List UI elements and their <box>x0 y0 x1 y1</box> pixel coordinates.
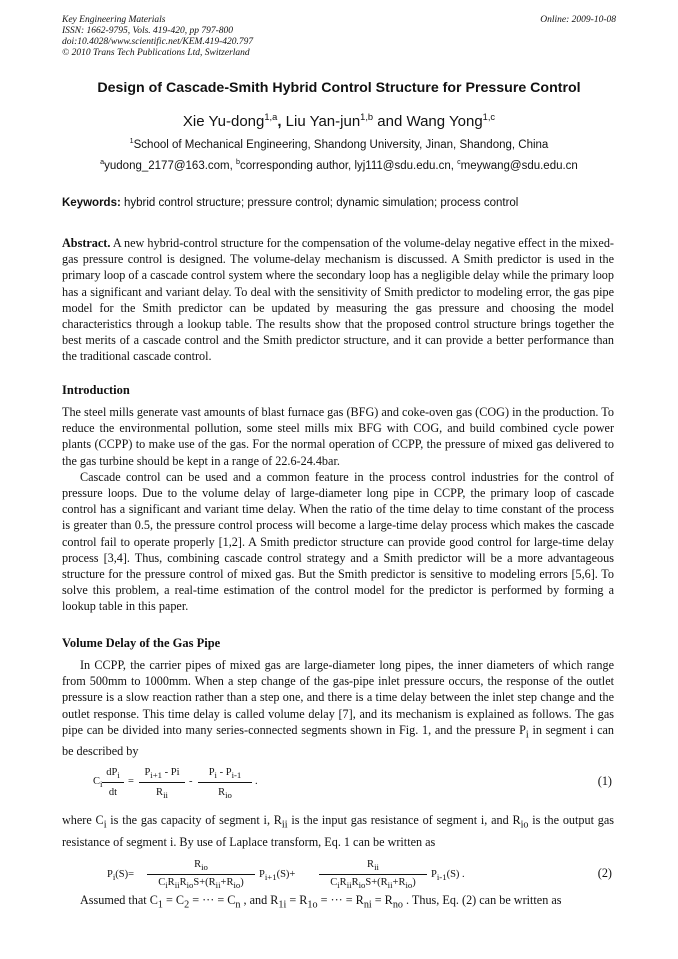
volume-delay-body <box>62 657 614 760</box>
section-heading-introduction: Introduction <box>62 383 130 397</box>
email-text: yudong_2177@163.com, <box>104 160 237 172</box>
introduction-body <box>62 404 614 615</box>
equation-number: (1) <box>597 774 612 788</box>
fraction-bar <box>319 874 427 875</box>
eq2-num2: $R_{ii}$ <box>367 859 379 873</box>
email-sup: b <box>236 158 240 167</box>
affiliation-text: School of Mechanical Engineering, Shandong University, Jinan, Shandong, China <box>133 139 549 151</box>
eq1-equals: = <box>128 776 134 787</box>
paragraph-text: in segment i can be described by <box>62 722 614 759</box>
issn: ISSN: 1662-9795, Vols. 419-420, pp 797-800 <box>62 26 233 36</box>
author-and: and <box>373 113 407 130</box>
keywords-text: hybrid control structure; pressure control; dynamic simulation; process control <box>120 197 519 209</box>
doi: doi:10.4028/www.scientific.net/KEM.419-420.797 <box>62 37 254 47</box>
equation-number: (2) <box>597 866 612 880</box>
eq1-period: . <box>255 776 258 787</box>
subscript: i <box>525 729 529 741</box>
author-name: Xie Yu-dong <box>182 113 265 130</box>
email-text: meywang@sdu.edu.cn <box>460 160 578 172</box>
email-sup: c <box>457 158 461 167</box>
paragraph: Cascade control can be used and a common feature in the process control industries for the control of pressure loops. Due to the volume delay of large-diameter long pipe in CCPP, the primary loop of cascade control has a significant and variant time delay. When the ratio of the time delay to time constant of the process is greater than 0.5, the pressure control process will become a large-time delay process which makes the cascade control fail to operate properly [1,2]. A Smith predictor structure can provide good control for large-time delay process [3,4]. Thus, combining cascade control strategy and a Smith predictor will be a more advantageous structure for the pressure control of mixed gas. But the Smith predictor is sensitive to modeling errors [5,6]. To solve this problem, a real-time estimation of the control model for the predictor is performed by forming a lookup table in this paper. <box>62 469 614 614</box>
paragraph: The steel mills generate vast amounts of blast furnace gas (BFG) and coke-oven gas (COG) in the production. To reduce the environmental pollution, some steel mills mix BFG with COG, and build combined cycle power plants (CCPP) to make use of the gas. For the normal operation of CCPP, the pressure of mixed gas delivered to the gas turbine should be kept in a range of 22.6-24.4bar. <box>62 405 614 468</box>
eq2-den1: $C_iR_{ii}R_{io}S+(R_{ii}+R_{io})$ <box>158 877 244 891</box>
eq1-num3: $P_i - P_{i-1}$ <box>208 767 242 781</box>
paragraph: where $C_i$ is the gas capacity of segment i, $R_{ii}$ is the input gas resistance of segment i, and $R_{io}$ is the output gas resistance of segment i. By use of Laplace transform, Eq. 1 can be written as <box>62 813 615 849</box>
eq1-lhs: $C_i$ <box>93 776 103 790</box>
author-separator: , <box>277 113 286 130</box>
section-heading-volume-delay: Volume Delay of the Gas Pipe <box>62 636 221 650</box>
affiliation <box>0 139 678 151</box>
paragraph-text: In CCPP, the carrier pipes of mixed gas are large-diameter long pipes, the inner diameters of which range from 500mm to 1000mm. When a step change of the gas-pipe inlet pressure occurs, the response of the outlet pressure is a slow reaction rather than a step one, and there is a time delay between the inlet step change and the outlet response. This time delay is called volume delay [7], and its mechanism is explained as follows. The gas pipe can be divided into many series-connected segments shown in Fig. 1, and the pressure P <box>62 658 614 737</box>
fraction-bar <box>139 782 185 783</box>
email-sup: a <box>100 158 105 167</box>
author-name: Liu Yan-jun <box>285 113 361 130</box>
author-sup: 1,c <box>482 112 496 122</box>
eq1-den2: $R_{ii}$ <box>156 787 168 801</box>
eq2-end: $P_{i-1}(S)$ . <box>431 869 465 883</box>
eq2-den2: $C_iR_{ii}R_{io}S+(R_{ii}+R_{io})$ <box>330 877 416 891</box>
paper-title: Design of Cascade-Smith Hybrid Control Structure for Pressure Control <box>97 80 581 96</box>
author-sup: 1,a <box>264 112 278 122</box>
author-list <box>0 113 678 130</box>
fraction-bar <box>102 782 124 783</box>
eq2-num1: $R_{io}$ <box>194 859 208 873</box>
author-name: Wang Yong <box>406 113 483 130</box>
email-text: corresponding author, lyj111@sdu.edu.cn, <box>240 160 458 172</box>
abstract-text: A new hybrid-control structure for the compensation of the volume-delay negative effect in the mixed-gas pressure control is designed. The volume-delay mechanism is discussed. A Smith predictor is used in the primary loop of a cascade control system where the secondary loop has a negligible delay while the primary loop has a significant and variant delay. To deal with the sensitivity of Smith predictor to modeling error, the gas pipe model for the Smith predictor can be updated by measuring the gas pressure and choosing the model characteristics through a lookup table. The results show that the proposed control structure brings together the best merits of a cascade control and the Smith predictor structure, and it can provide a better performance than the traditional cascade control. <box>62 236 614 364</box>
eq1-minus: - <box>189 776 193 787</box>
author-sup: 1,b <box>360 112 374 122</box>
journal-name: Key Engineering Materials <box>62 15 166 25</box>
eq2-middle: $P_{i+1}(S)+$ <box>259 869 296 883</box>
eq2-lhs: $P_i(S)=$ <box>107 869 135 883</box>
paragraph: Assumed that $C_1 = C_2$ = ··· = $C_n$ , and $R_{1i} = R_{1o}$ = ··· = $R_{ni} = R_{no}$ . Thus, Eq. (2) can be written as <box>80 893 562 911</box>
keywords-label: Keywords: <box>62 197 121 209</box>
eq1-den3: $R_{io}$ <box>218 787 232 801</box>
copyright: © 2010 Trans Tech Publications Ltd, Switzerland <box>62 48 250 58</box>
abstract <box>62 235 614 365</box>
abstract-label: Abstract. <box>62 236 111 250</box>
paragraph-after-eq2 <box>62 892 614 914</box>
paragraph-after-eq1 <box>62 812 614 850</box>
fraction-bar <box>147 874 255 875</box>
affiliation-sup: 1 <box>129 137 134 146</box>
eq1-num1: $dP_i$ <box>106 767 120 781</box>
eq1-num2: $P_{i+1}$ - Pi <box>144 767 180 781</box>
eq1-den1: dt <box>108 787 118 798</box>
author-emails <box>0 160 678 172</box>
journal-header <box>62 15 253 59</box>
keywords <box>62 197 617 209</box>
paragraph <box>62 657 614 760</box>
online-date: Online: 2009-10-08 <box>540 15 616 25</box>
fraction-bar <box>198 782 252 783</box>
